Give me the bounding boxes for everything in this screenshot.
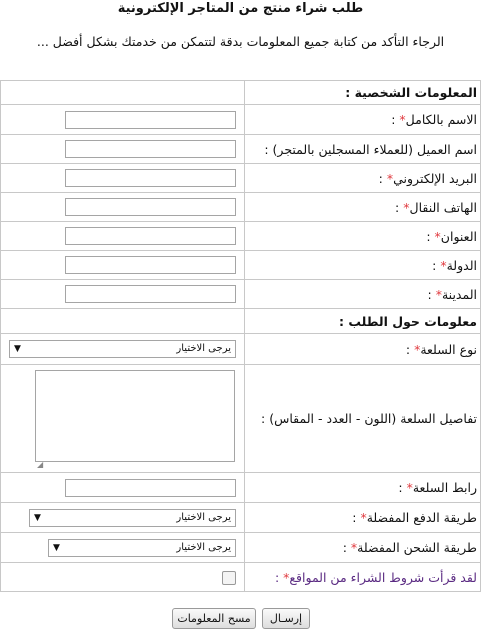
- section-personal-heading: المعلومات الشخصية :: [245, 81, 481, 105]
- payment-label: طريقة الدفع المفضلة: [366, 510, 477, 525]
- dropdown-arrow-icon: ▼: [53, 542, 60, 553]
- row-email: البريد الإلكتروني* :: [1, 164, 481, 193]
- item-link-input[interactable]: [65, 479, 236, 497]
- address-input[interactable]: [65, 227, 236, 245]
- item-type-select[interactable]: [9, 340, 236, 358]
- email-input[interactable]: [65, 169, 236, 187]
- required-marker: *: [435, 286, 442, 302]
- required-marker: *: [386, 170, 394, 186]
- required-marker: *: [283, 569, 290, 585]
- resize-handle-icon[interactable]: ◢: [37, 460, 44, 469]
- customer-name-input[interactable]: [65, 140, 236, 158]
- email-label: البريد الإلكتروني: [393, 170, 477, 186]
- row-terms: لقد قرأت شروط الشراء من المواقع* :: [1, 563, 481, 592]
- item-type-label: نوع السلعة: [420, 341, 477, 357]
- country-input[interactable]: [65, 256, 236, 274]
- shipping-method-select[interactable]: [48, 539, 236, 557]
- shipping-selected-value: يرجى الاختيار: [176, 541, 231, 553]
- row-customer-name: اسم العميل (للعملاء المسجلين بالمتجر) :: [1, 135, 481, 164]
- mobile-label: الهاتف النقال: [409, 199, 477, 215]
- terms-checkbox[interactable]: [222, 571, 236, 585]
- full-name-label: الاسم بالكامل: [405, 112, 477, 127]
- section-row-personal: [1, 81, 481, 105]
- payment-selected-value: يرجى الاختيار: [176, 511, 231, 523]
- city-label: المدينة: [441, 286, 477, 302]
- row-item-details: تفاصيل السلعة (اللون - العدد - المقاس) : ◢: [1, 365, 481, 473]
- required-marker: *: [440, 257, 447, 273]
- reset-button[interactable]: مسح المعلومات: [172, 608, 256, 629]
- mobile-input[interactable]: [65, 198, 236, 216]
- required-marker: *: [434, 228, 441, 244]
- row-city: المدينة* :: [1, 280, 481, 309]
- item-details-textarea[interactable]: [35, 370, 235, 462]
- row-country: الدولة* :: [1, 251, 481, 280]
- item-type-selected-value: يرجى الاختيار: [176, 343, 231, 354]
- page-subtitle: الرجاء التأكد من كتابة جميع المعلومات بدقة لتتمكن من خدمتك بشكل أفضل ...: [36, 34, 445, 49]
- city-input[interactable]: [65, 285, 236, 303]
- required-marker: *: [406, 480, 413, 495]
- section-order-heading: معلومات حول الطلب :: [245, 309, 481, 334]
- row-full-name: الاسم بالكامل* :: [1, 105, 481, 135]
- country-label: الدولة: [446, 257, 477, 273]
- required-marker: *: [360, 510, 367, 525]
- row-mobile: الهاتف النقال* :: [1, 193, 481, 222]
- full-name-input[interactable]: [65, 111, 236, 129]
- row-payment: طريقة الدفع المفضلة* : يرجى الاختيار ▼: [1, 503, 481, 533]
- row-item-type: نوع السلعة* : يرجى الاختيار ▼: [1, 334, 481, 365]
- terms-label: لقد قرأت شروط الشراء من المواقع: [289, 569, 477, 585]
- item-link-label: رابط السلعة: [412, 480, 477, 495]
- customer-name-label: اسم العميل (للعملاء المسجلين بالمتجر): [272, 141, 477, 157]
- shipping-label: طريقة الشحن المفضلة: [357, 540, 477, 555]
- row-shipping: طريقة الشحن المفضلة* : يرجى الاختيار ▼: [1, 533, 481, 563]
- required-marker: *: [403, 199, 410, 215]
- row-address: العنوان* :: [1, 222, 481, 251]
- submit-button[interactable]: إرسـال: [262, 608, 310, 629]
- order-form: [0, 80, 481, 592]
- row-item-link: رابط السلعة* :: [1, 473, 481, 503]
- dropdown-arrow-icon: ▼: [14, 344, 21, 354]
- required-marker: *: [399, 112, 406, 127]
- item-details-label: تفاصيل السلعة (اللون - العدد - المقاس): [269, 411, 477, 426]
- required-marker: *: [414, 341, 421, 357]
- address-label: العنوان: [440, 228, 477, 244]
- section-row-order: [1, 309, 481, 334]
- page-title: طلب شراء منتج من المتاجر الإلكترونية: [117, 1, 364, 16]
- required-marker: *: [350, 540, 358, 555]
- dropdown-arrow-icon: ▼: [34, 512, 41, 523]
- payment-method-select[interactable]: [29, 509, 236, 527]
